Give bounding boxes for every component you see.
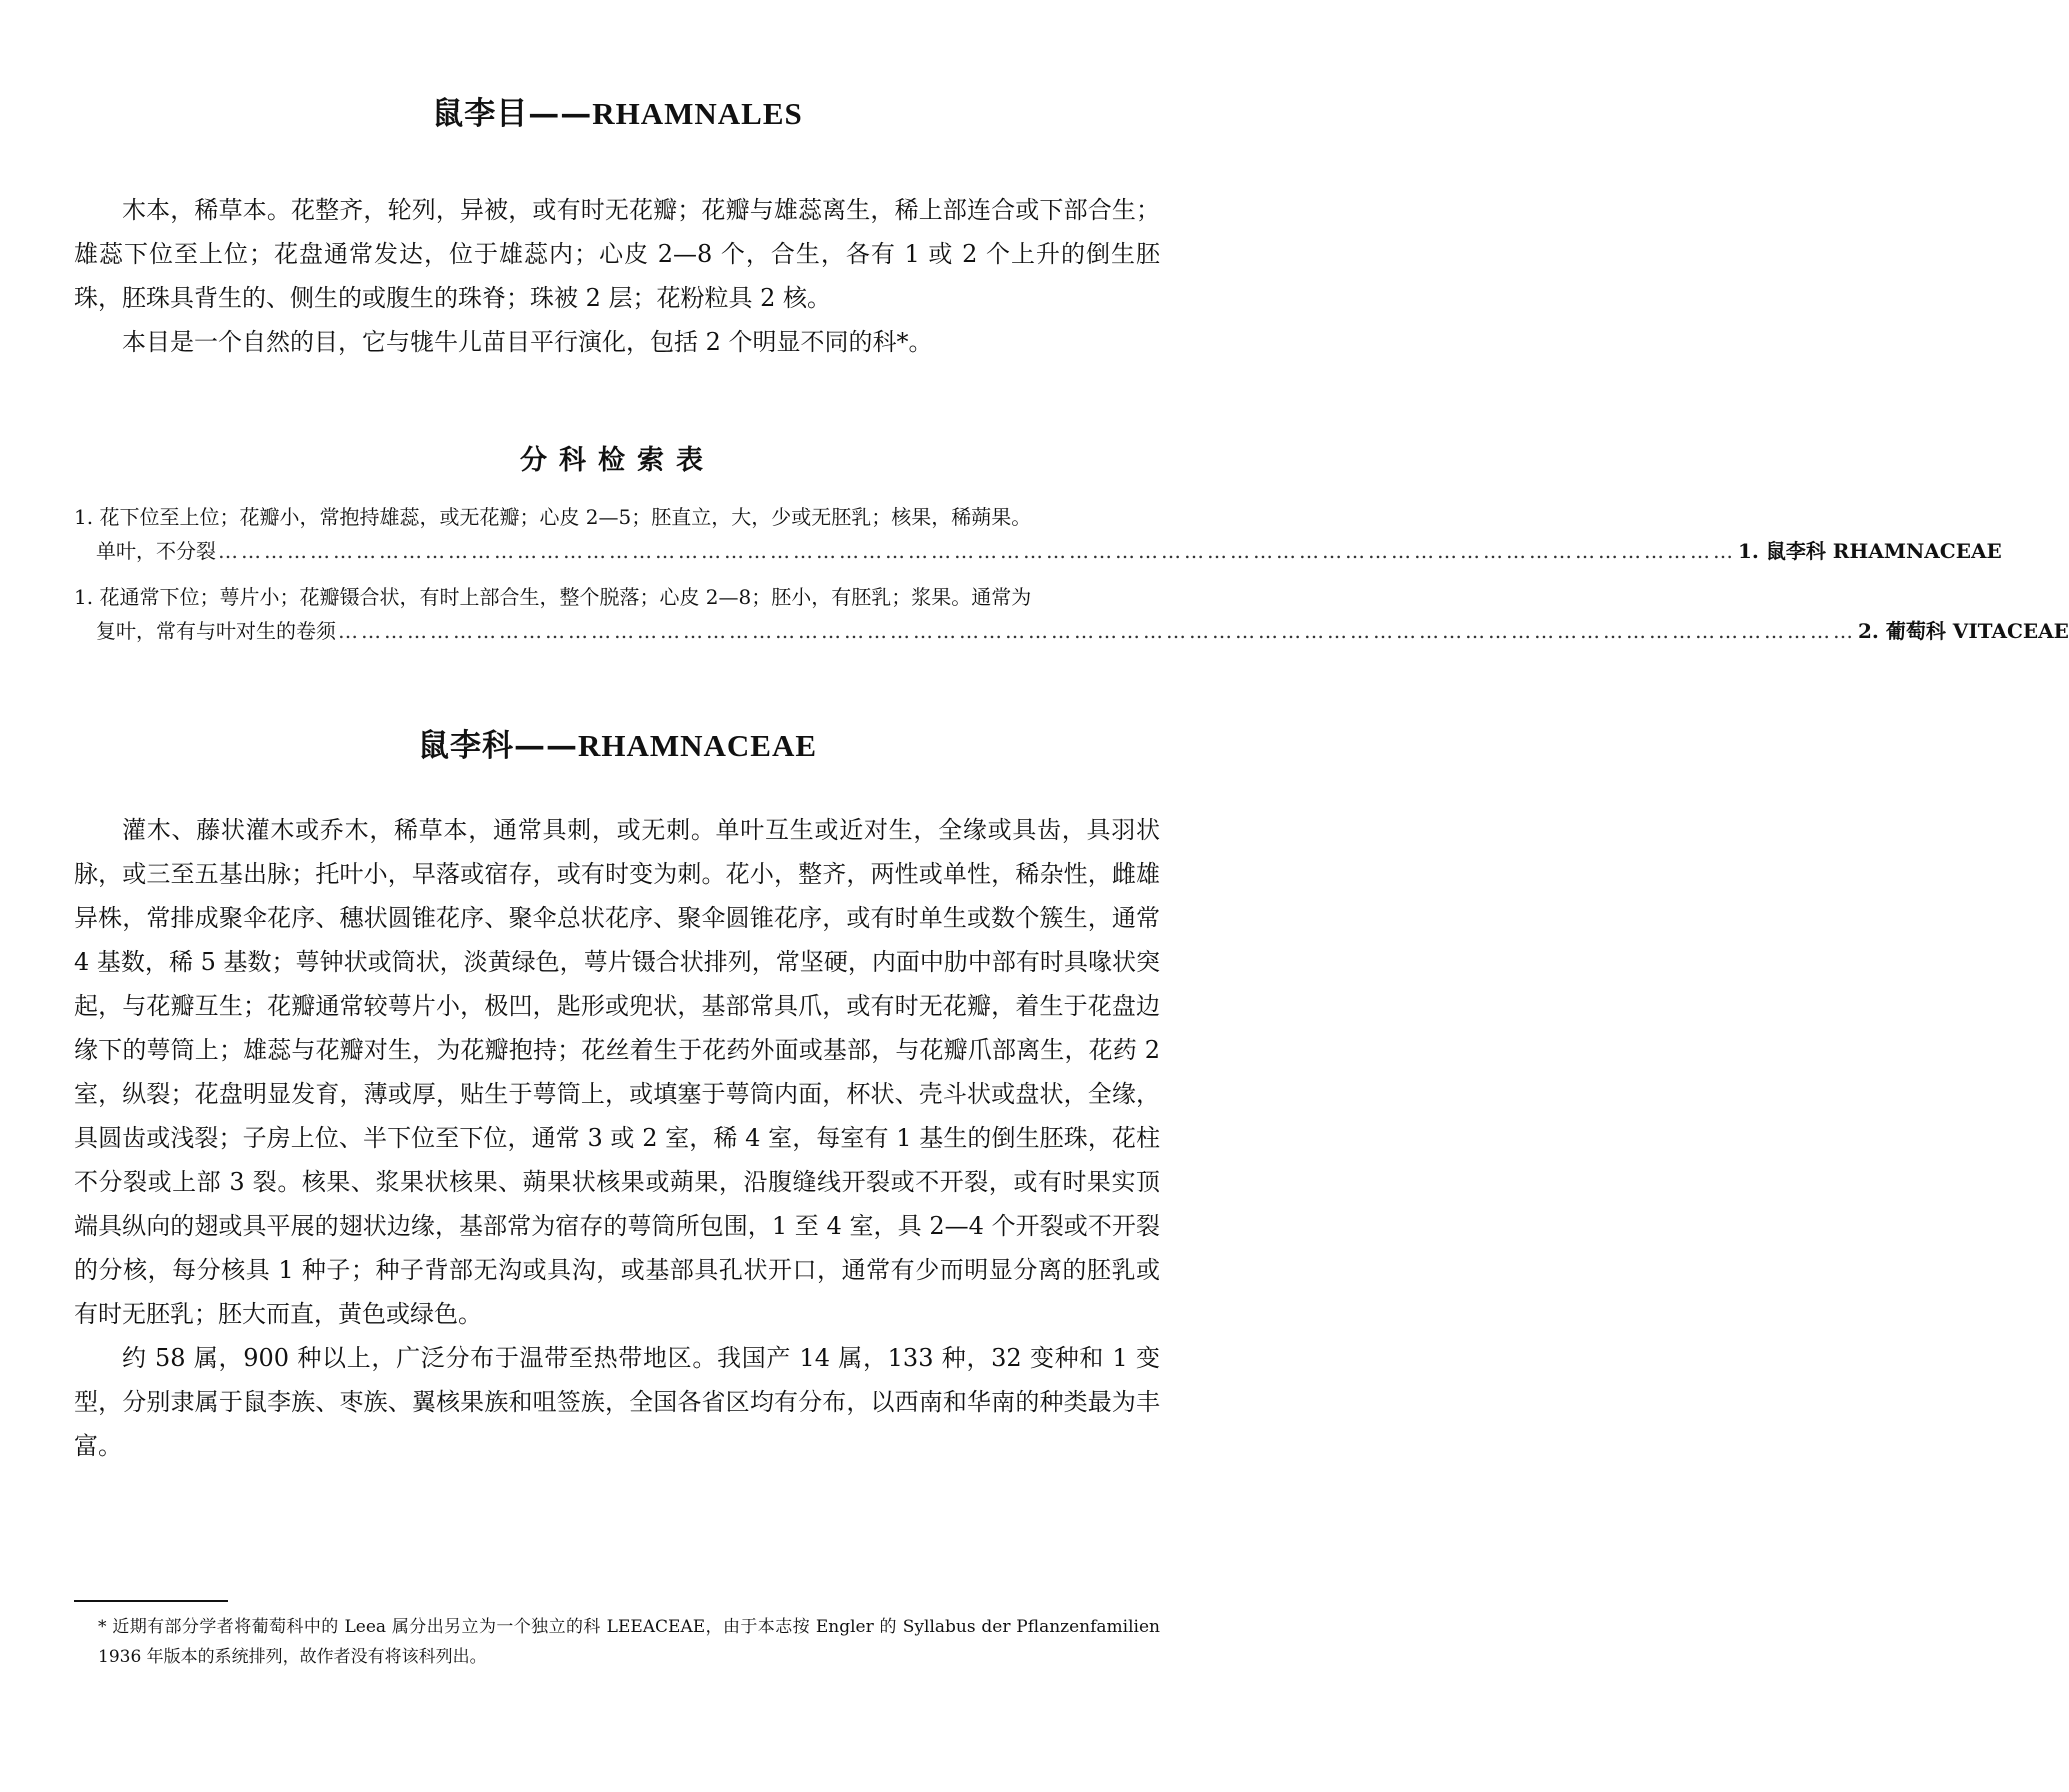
- footnote-divider: [74, 1600, 228, 1602]
- order-description-paragraph-2: 本目是一个自然的目，它与牻牛儿苗目平行演化，包括 2 个明显不同的科*。: [122, 328, 933, 356]
- key-entry-continuation: [74, 534, 2002, 568]
- order-title: [0, 88, 1235, 133]
- key-entry-continuation: [74, 614, 2069, 648]
- key-entry-result: 1. 鼠李科 RHAMNACEAE: [1738, 539, 2002, 563]
- family-title-latin: RHAMNACEAE: [577, 728, 818, 763]
- family-description: [74, 808, 1160, 1468]
- leader-dots: ………………………………………………………………………………………………………………………………………………………………………………: [218, 539, 1736, 563]
- family-title-chinese: 鼠李科: [417, 728, 514, 764]
- key-entry-condition: 1. 花下位至上位；花瓣小，常抱持雄蕊，或无花瓣；心皮 2—5；胚直立，大，少或无胚乳；核果，稀蒴果。: [74, 505, 1032, 529]
- family-description-paragraph-1: 灌木、藤状灌木或乔木，稀草本，通常具刺，或无刺。单叶互生或近对生，全缘或具齿，具羽状脉，或三至五基出脉；托叶小，早落或宿存，或有时变为刺。花小，整齐，两性或单性，稀杂性，雌雄异株，常排成聚伞花序、穗状圆锥花序、聚伞总状花序、聚伞圆锥花序，或有时单生或数个簇生，通常 4 基数，稀 5 基数；萼钟状或筒状，淡黄绿色，萼片镊合状排列，常坚硬，内面中肋中部有时具喙状突起，与花瓣互生；花瓣通常较萼片小，极凹，匙形或兜状，基部常具爪，或有时无花瓣，着生于花盘边缘下的萼筒上；雄蕊与花瓣对生，为花瓣抱持；花丝着生于花药外面或基部，与花瓣爪部离生，花药 2 室，纵裂；花盘明显发育，薄或厚，贴生于萼筒上，或填塞于萼筒内面，杯状、壳斗状或盘状，全缘，具圆齿或浅裂；子房上位、半下位至下位，通常 3 或 2 室，稀 4 室，每室有 1 基生的倒生胚珠，花柱不分裂或上部 3 裂。核果、浆果状核果、蒴果状核果或蒴果，沿腹缝线开裂或不开裂，或有时果实顶端具纵向的翅或具平展的翅状边缘，基部常为宿存的萼筒所包围，1 至 4 室，具 2—4 个开裂或不开裂的分核，每分核具 1 种子；种子背部无沟或具沟，或基部具孔状开口，通常有少而明显分离的胚乳或有时无胚乳；胚大而直，黄色或绿色。: [74, 816, 1160, 1328]
- order-title-chinese: 鼠李目: [432, 96, 529, 132]
- order-description-paragraph-1: 木本，稀草本。花整齐，轮列，异被，或有时无花瓣；花瓣与雄蕊离生，稀上部连合或下部合生；雄蕊下位至上位；花盘通常发达，位于雄蕊内；心皮 2—8 个，合生，各有 1 或 2 个上升的倒生胚珠，胚珠具背生的、侧生的或腹生的珠脊；珠被 2 层；花粉粒具 2 核。: [74, 196, 1160, 312]
- key-entry: [74, 500, 2002, 568]
- family-title: [0, 720, 1235, 765]
- order-title-latin: RHAMNALES: [592, 96, 803, 131]
- family-key: [74, 500, 2069, 660]
- family-title-dash: ——: [513, 728, 578, 764]
- order-description: [74, 188, 1160, 364]
- family-description-paragraph-2: 约 58 属，900 种以上，广泛分布于温带至热带地区。我国产 14 属，133 种，32 变种和 1 变型，分别隶属于鼠李族、枣族、翼核果族和咀签族，全国各省区均有分布，以西南和华南的种类最为丰富。: [74, 1344, 1160, 1460]
- key-entry-result: 2. 葡萄科 VITACEAE: [1858, 619, 2069, 643]
- key-heading: 分科检索表: [520, 445, 715, 476]
- key-entry-condition: 1. 花通常下位；萼片小；花瓣镊合状，有时上部合生，整个脱落；心皮 2—8；胚小，有胚乳；浆果。通常为: [74, 585, 1032, 609]
- key-entry: [74, 580, 2069, 648]
- key-entry-condition-end: 复叶，常有与叶对生的卷须: [96, 619, 336, 643]
- key-entry-condition-end: 单叶，不分裂: [96, 539, 216, 563]
- footnote: * 近期有部分学者将葡萄科中的 Leea 属分出另立为一个独立的科 LEEACEAE，由于本志按 Engler 的 Syllabus der Pflanzenfamilien 1936 年版本的系统排列，故作者没有将该科列出。: [98, 1617, 1160, 1667]
- leader-dots: ………………………………………………………………………………………………………………………………………………………………………………: [338, 619, 1856, 643]
- order-title-dash: ——: [528, 96, 593, 132]
